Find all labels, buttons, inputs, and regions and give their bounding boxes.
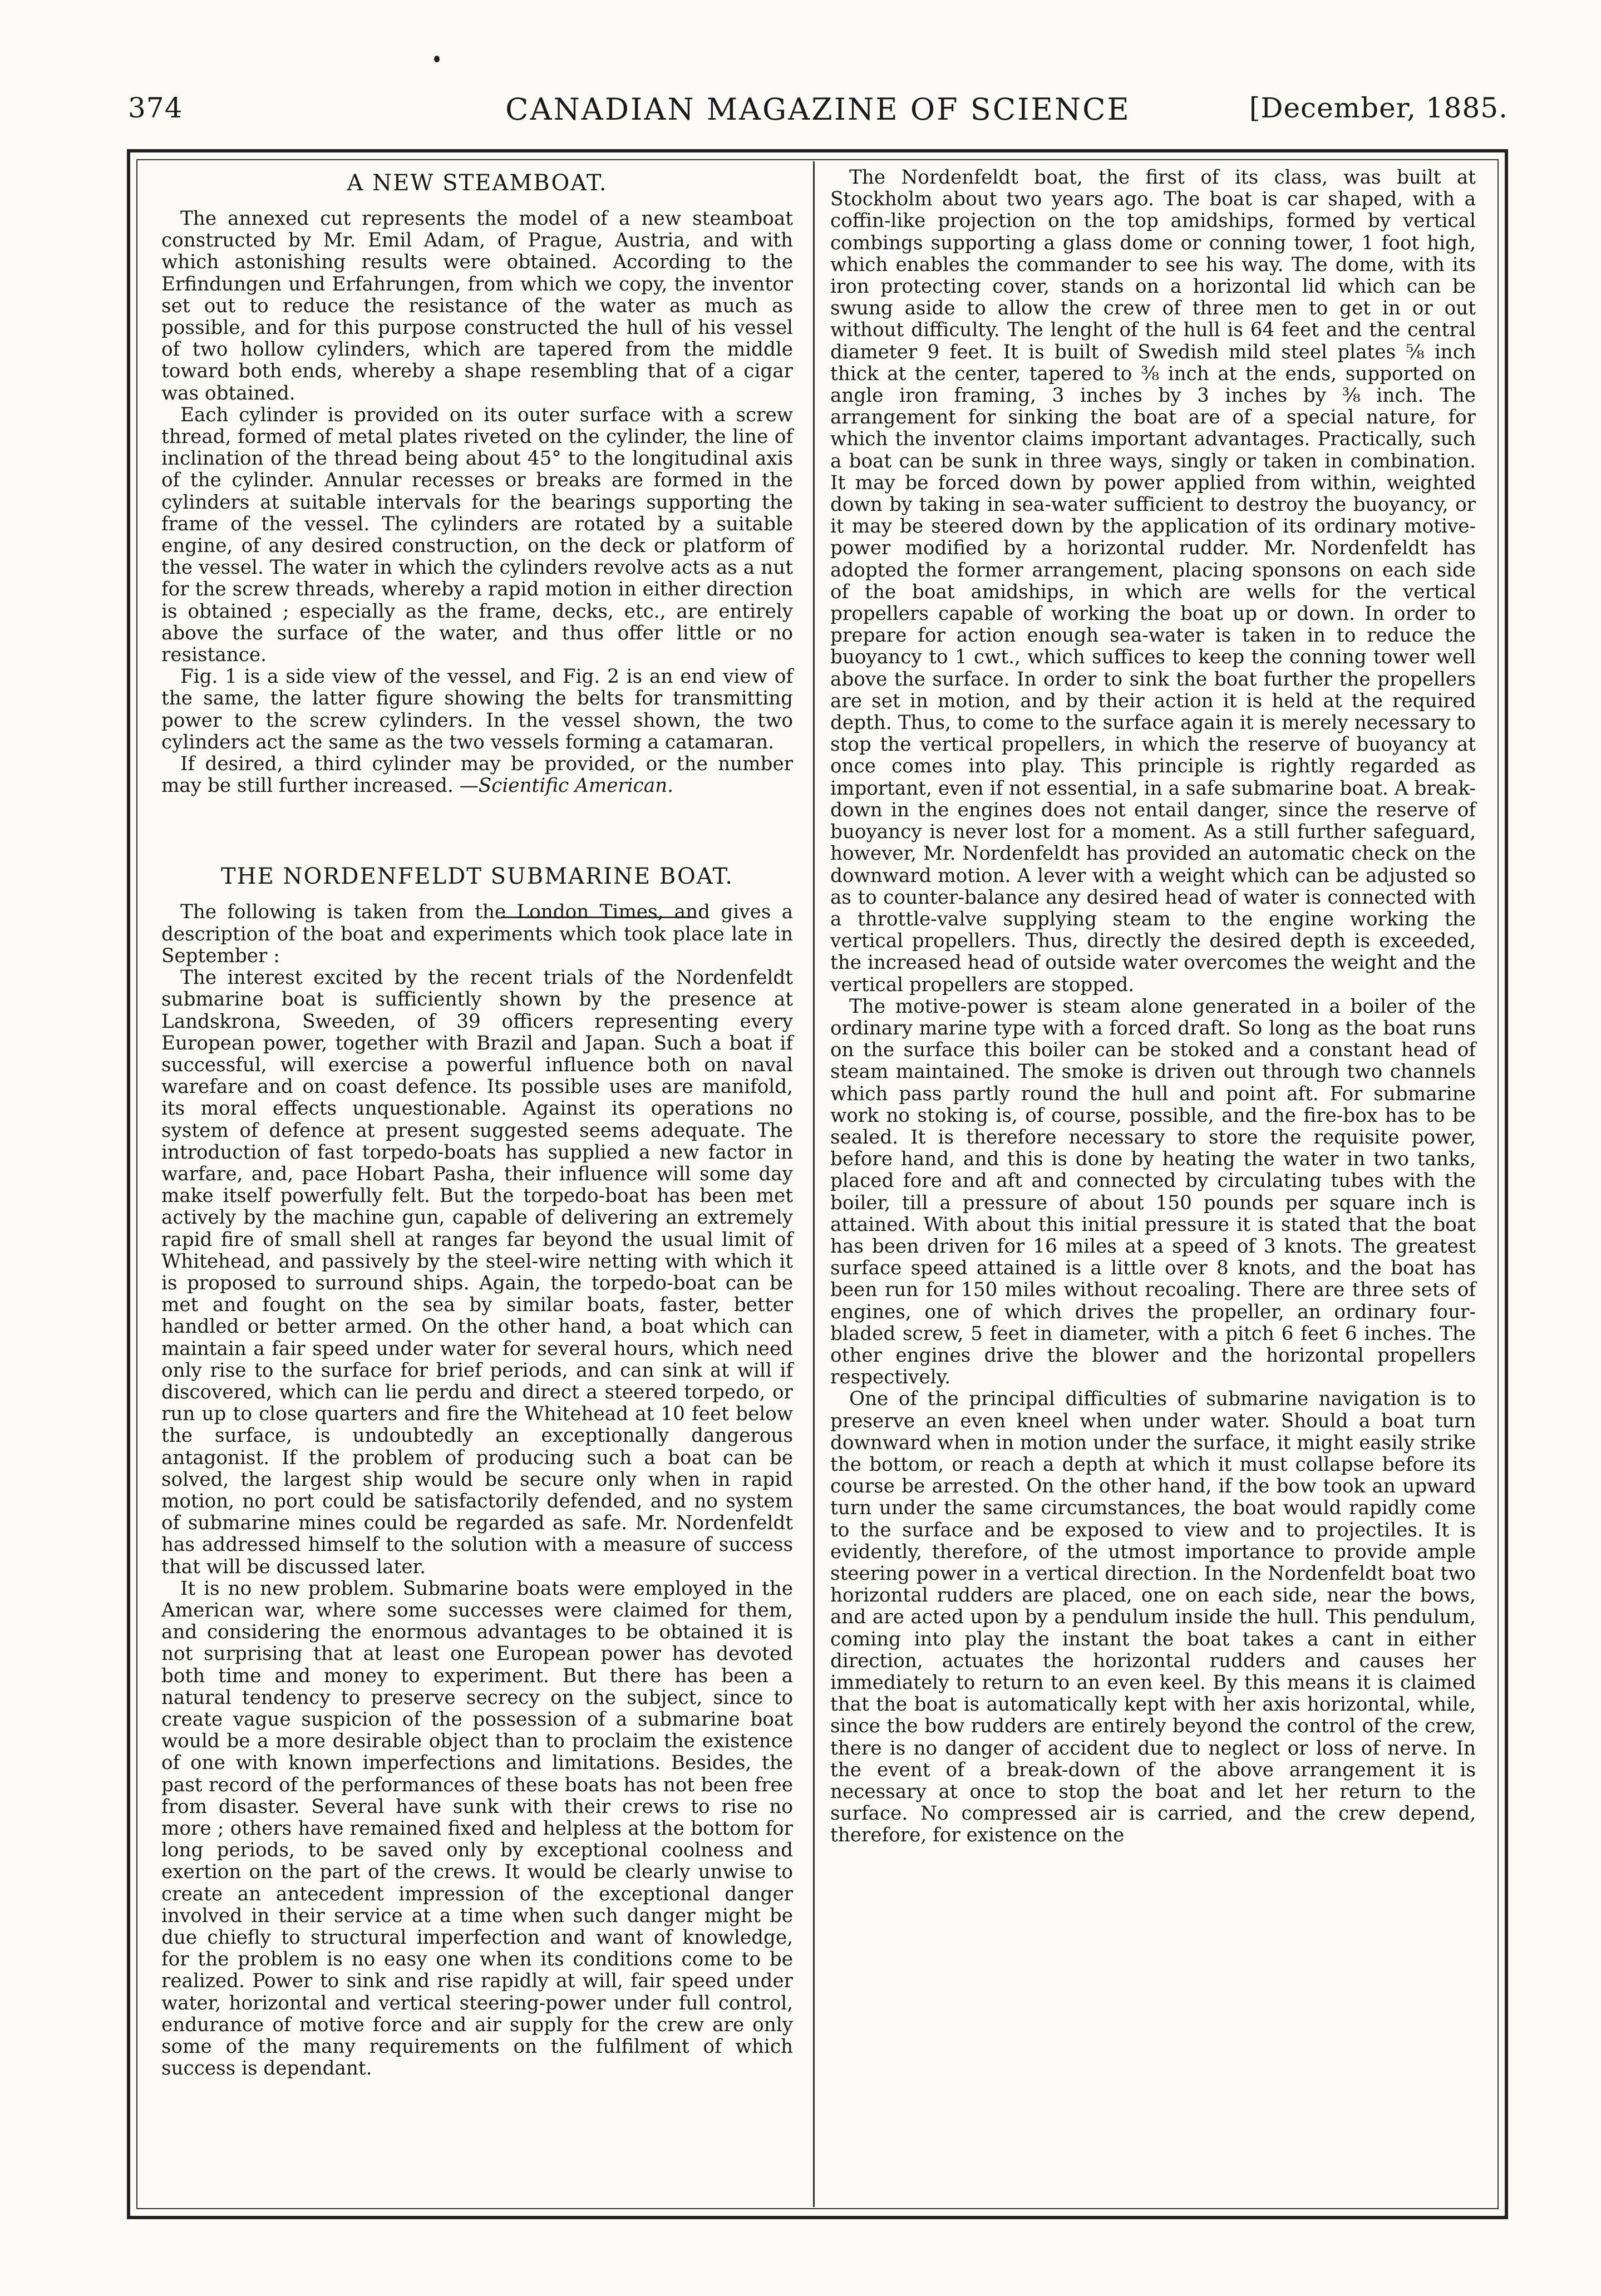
paragraph (161, 753, 793, 797)
paragraph: The Nordenfeldt boat, the first of its class, was built at Stockholm about two years ago. The boat is car shaped, with a coffin-like projection on the top amidships, formed by vertical combings supporting a glass dome or conning tower, 1 foot high, which enables the commander to see his way. The dome, with its iron protecting cover, stands on a horizontal lid which can be swung aside to allow the crew of three men to get in or out without difficulty. The lenght of the hull is 64 feet and the central diameter 9 feet. It is built of Swedish mild steel plates ⅝ inch thick at the center, tapered to ⅜ inch at the ends, supported on angle iron framing, 3 inches by 3 inches by ⅜ inch. The arrangement for sinking the boat are of a special nature, for which the inventor claims important advantages. Practically, such a boat can be sunk in three ways, singly or taken in combination. It may be forced down by power applied from within, weighted down by taking in sea-water sufficient to destroy the buoyancy, or it may be steered down by the application of its ordinary motive-power modified by a horizontal rudder. Mr. Nordenfeldt has adopted the former arrangement, placing sponsons on each side of the boat amidships, in which are wells for the vertical propellers capable of working the boat up or down. In order to prepare for action enough sea-water is taken in to reduce the buoyancy to 1 cwt., which suffices to keep the conning tower well above the surface. In order to sink the boat further the propellers are set in motion, and by their action it is held at the required depth. Thus, to come to the surface again it is merely necessary to stop the vertical propellers, in which the reserve of buoyancy at once comes into play. This principle is rightly regarded as important, even if not essential, in a safe submarine boat. A break-down in the engines does not entail danger, since the reserve of buoyancy is never lost for a moment. As a still further safeguard, however, Mr. Nordenfeldt has provided an automatic check on the downward motion. A lever with a weight which can be adjusted so as to counter-balance any desired head of water is connected with a throttle-valve supplying steam to the engine working the vertical propellers. Thus, directly the desired depth is exceeded, the increased head of outside water overcomes the weight and the vertical propellers are stopped. (830, 166, 1476, 996)
paragraph-text: If desired, a third cylinder may be provided, or the number may be still further increased. (161, 753, 793, 797)
paragraph: The motive-power is steam alone generated in a boiler of the ordinary marine type with a forced draft. So long as the boat runs on the surface this boiler can be stoked and a constant head of steam maintained. The smoke is driven out through two channels which pass partly round the hull and point aft. For submarine work no stoking is, of course, possible, and the fire-box has to be sealed. It is therefore necessary to store the requisite power, before hand, and this is done by heating the water in two tanks, placed fore and aft and connected by circulating tubes with the boiler, till a pressure of about 150 pounds per square inch is attained. With about this initial pressure it is stated that the boat has been driven for 16 miles at a speed of 3 knots. The greatest surface speed attained is a little over 8 knots, and the boat has been run for 150 miles without recoaling. There are three sets of engines, one of which drives the propeller, an ordinary four-bladed screw, 5 feet in diameter, with a pitch 6 feet 6 inches. The other engines drive the blower and the horizontal propellers respectively. (830, 995, 1476, 1389)
paragraph: One of the principal difficulties of submarine navigation is to preserve an even kneel when under water. Should a boat turn downward when in motion under the surface, it might easily strike the bottom, or reach a depth at which it must collapse before its course be arrested. On the other hand, if the bow took an upward turn under the same circumstances, the boat would rapidly come to the surface and be exposed to view and to projectiles. It is evidently, therefore, of the utmost importance to provide ample steering power in a vertical direction. In the Nordenfeldt boat two horizontal rudders are placed, one on each side, near the bows, and are acted upon by a pendulum inside the hull. This pendulum, coming into play the instant the boat takes a cant in either direction, actuates the horizontal rudders and causes her immediately to return to an even keel. By this means it is claimed that the boat is automatically kept with her axis horizontal, while, since the bow rudders are entirely beyond the control of the crew, there is no danger of accident due to neglect or loss of nerve. In the event of a break-down of the above arrangement it is necessary at once to stop the boat and let her return to the surface. No compressed air is carried, and the crew depend, therefore, for existence on the (830, 1388, 1476, 1847)
paragraph: The annexed cut represents the model of a new steamboat constructed by Mr. Emil Adam, of Prague, Austria, and with which astonishing results were obtained. According to the Erfindungen und Erfahrungen, from which we copy, the inventor set out to reduce the resistance of the water as much as possible, and for this purpose constructed the hull of his vessel of two hollow cylinders, which are tapered from the middle toward both ends, whereby a shape resembling that of a cigar was obtained. (161, 208, 793, 405)
paragraph: Each cylinder is provided on its outer surface with a screw thread, formed of metal plates riveted on the cylinder, the line of inclination of the thread being about 45° to the longitudinal axis of the cylinder. Annular recesses or breaks are formed in the cylinders at suitable intervals for the bearings supporting the frame of the vessel. The cylinders are rotated by a suitable engine, of any desired construction, on the deck or platform of the vessel. The water in which the cylinders revolve acts as a nut for the screw threads, whereby a rapid motion in either direction is obtained ; especially as the frame, decks, etc., are entirely above the surface of the water, and thus offer little or no resistance. (161, 403, 793, 667)
page-number: 374 (128, 92, 183, 124)
right-column (830, 167, 1476, 1847)
article-separator (161, 797, 793, 864)
source-credit: —Scientific American. (459, 775, 674, 797)
left-column (161, 170, 793, 2080)
paragraph: It is no new problem. Submarine boats were employed in the American war, where some successes were claimed for them, and considering the enormous advantages to be obtained it is not surprising that at least one European power has devoted both time and money to experiment. But there has been a natural tendency to preserve secrecy on the subject, since to create vague suspicion of the possession of a submarine boat would be a more desirable object than to proclaim the existence of one with known imperfections and limitations. Besides, the past record of the performances of these boats has not been free from disaster. Several have sunk with their crews to rise no more ; others have remained fixed and helpless at the bottom for long periods, to be saved only by exceptional coolness and exertion on the part of the crews. It would be clearly unwise to create an antecedent impression of the exceptional danger involved in their service at a time when such danger might be due chiefly to structural imperfection and want of knowledge, for the problem is no easy one when its conditions come to be realized. Power to sink and rise rapidly at will, fair speed under water, horizontal and vertical steering-power under full control, endurance of motive force and air supply for the crew are only some of the many requirements on the fulfilment of which success is dependant. (161, 1577, 793, 2080)
page-header (128, 92, 1508, 142)
article-heading: THE NORDENFELDT SUBMARINE BOAT. (221, 864, 733, 890)
article-heading: A NEW STEAMBOAT. (347, 170, 608, 196)
column-rule (813, 161, 815, 2207)
issue-date: [December, 1885. (1249, 92, 1508, 124)
paragraph: Fig. 1 is a side view of the vessel, and Fig. 2 is an end view of the same, the latter figure showing the belts for transmitting power to the screw cylinders. In the vessel shown, the two cylinders act the same as the two vessels forming a catamaran. (161, 666, 793, 753)
print-mark (434, 56, 440, 62)
paragraph: The following is taken from the London Times, and gives a description of the boat and experiments which took place late in September : (161, 901, 793, 967)
running-title: CANADIAN MAGAZINE OF SCIENCE (505, 92, 1131, 127)
paragraph: The interest excited by the recent trials of the Nordenfeldt submarine boat is sufficiently shown by the presence at Landskrona, Sweeden, of 39 officers representing every European power, together with Brazil and Japan. Such a boat if successful, will exercise a powerful influence both on naval warefare and on coast defence. Its possible uses are manifold, its moral effects unquestionable. Against its operations no system of defence at present suggested seems adequate. The introduction of fast torpedo-boats has supplied a new factor in warfare, and, pace Hobart Pasha, their influence will some day make itself powerfully felt. But the torpedo-boat has been met actively by the machine gun, capable of delivering an extremely rapid fire of small shell at ranges far beyond the usual limit of Whitehead, and passively by the steel-wire netting with which it is proposed to surround ships. Again, the torpedo-boat can be met and fought on the sea by similar boats, faster, better handled or better armed. On the other hand, a boat which can maintain a fair speed under water for several hours, which need only rise to the surface for brief periods, and can sink at will if discovered, which can lie perdu and direct a steered torpedo, or run up to close quarters and fire the Whitehead at 10 feet below the surface, is undoubtedly an exceptionally dangerous antagonist. If the problem of producing such a boat can be solved, the largest ship would be secure only when in rapid motion, no port could be satisfactorily defended, and no system of submarine mines could be regarded as safe. Mr. Nordenfeldt has addressed himself to the solution with a measure of success that will be discussed later. (161, 967, 793, 1578)
